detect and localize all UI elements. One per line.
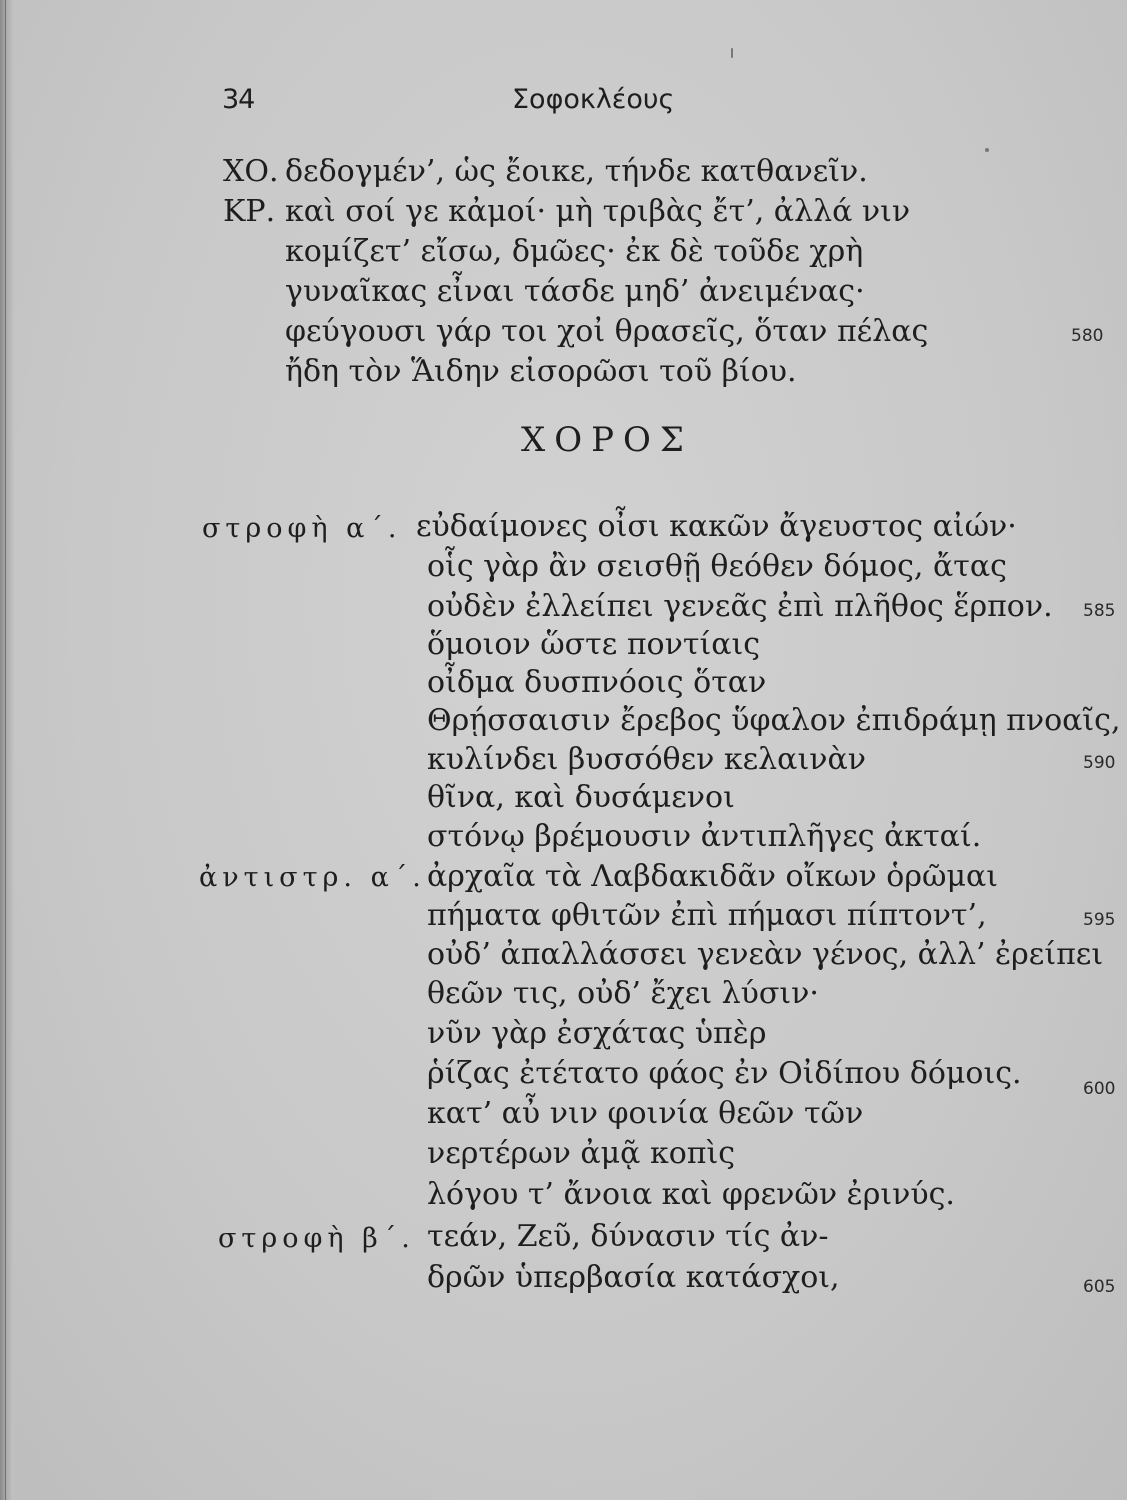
ode-line: νῦν γὰρ ἐσχάτας ὑπὲρ: [427, 1016, 767, 1051]
ode-line: ῥίζας ἐτέτατο φάος ἐν Οἰδίπου δόμοις.: [427, 1056, 1022, 1091]
ode-line: στόνῳ βρέμουσιν ἀντιπλῆγες ἀκταί.: [427, 819, 982, 854]
dialogue-line: φεύγουσι γάρ τοι χοἰ θρασεῖς, ὅταν πέλας: [285, 314, 929, 349]
ode-line: θῖνα, καὶ δυσάμενοι: [427, 780, 735, 815]
ode-line: ἀρχαῖα τὰ Λαβδακιδᾶν οἴκων ὁρῶμαι: [427, 859, 998, 894]
ode-line: κατ’ αὖ νιν φοινία θεῶν τῶν: [427, 1096, 864, 1131]
antistrophe-label: ἀντιστρ. α΄.: [199, 862, 426, 893]
dialogue-line: γυναῖκας εἶναι τάσδε μηδ’ ἀνειμένας·: [285, 274, 865, 309]
ode-line: οὐδ’ ἀπαλλάσσει γενεὰν γένος, ἀλλ’ ἐρείπει: [427, 937, 1104, 972]
line-number: 600: [1083, 1079, 1116, 1099]
page-number: 34: [222, 84, 255, 115]
ode-line: Θρῄσσαισιν ἔρεβος ὕφαλον ἐπιδράμῃ πνοαῖς,: [427, 703, 1121, 738]
line-number: 595: [1083, 910, 1116, 930]
paper-speck: [985, 148, 989, 152]
speaker-creon: ΚΡ.: [223, 194, 276, 229]
ode-line: λόγου τ’ ἄνοια καὶ φρενῶν ἐρινύς.: [427, 1177, 955, 1212]
dialogue-line: κομίζετ’ εἴσω, δμῶες· ἐκ δὲ τοῦδε χρὴ: [285, 234, 864, 269]
dialogue-line: καὶ σοί γε κἀμοί· μὴ τριβὰς ἔτ’, ἀλλά νιν: [285, 194, 911, 229]
ode-line: πήματα φθιτῶν ἐπὶ πήμασι πίπτοντ’,: [427, 898, 987, 933]
line-number: 605: [1083, 1277, 1116, 1297]
ode-line: νερτέρων ἀμᾷ κοπὶς: [427, 1136, 736, 1171]
ode-line: θεῶν τις, οὐδ’ ἔχει λύσιν·: [427, 976, 819, 1011]
strophe-label: στροφὴ α΄.: [202, 513, 402, 544]
paper-speck: [731, 48, 733, 58]
running-head: Σοφοκλέους: [512, 84, 675, 115]
line-number: 585: [1083, 601, 1116, 621]
ode-line: οἷς γὰρ ἂν σεισθῇ θεόθεν δόμος, ἄτας: [427, 549, 1007, 584]
ode-line: ὅμοιον ὥστε ποντίαις: [427, 627, 761, 662]
speaker-chorus: ΧΟ.: [223, 154, 279, 189]
dialogue-line: ἤδη τὸν Ἅιδην εἰσορῶσι τοῦ βίου.: [285, 354, 797, 389]
ode-line: κυλίνδει βυσσόθεν κελαινὰν: [427, 742, 866, 777]
ode-line: τεάν, Ζεῦ, δύνασιν τίς ἀν-: [427, 1219, 829, 1254]
dialogue-line: δεδογμέν’, ὡς ἔοικε, τήνδε κατθανεῖν.: [285, 154, 868, 189]
ode-line: δρῶν ὑπερβασία κατάσχοι,: [427, 1260, 840, 1295]
ode-line: οὐδὲν ἐλλείπει γενεᾶς ἐπὶ πλῆθος ἕρπον.: [427, 589, 1053, 624]
ode-line: οἶδμα δυσπνόοις ὅταν: [427, 665, 767, 700]
strophe-label: στροφὴ β΄.: [218, 1223, 415, 1254]
ode-line: εὐδαίμονες οἶσι κακῶν ἄγευστος αἰών·: [416, 509, 1017, 544]
chorus-heading: ΧΟΡΟΣ: [521, 420, 693, 460]
line-number: 580: [1071, 326, 1104, 346]
line-number: 590: [1083, 753, 1116, 773]
page-binding: [0, 0, 14, 1500]
